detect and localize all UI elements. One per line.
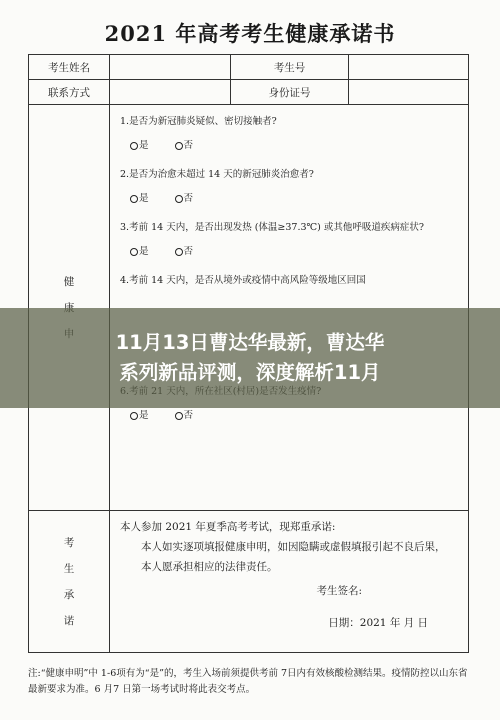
radio-yes-icon[interactable] <box>130 248 138 256</box>
signature-label: 考生签名: <box>316 585 362 597</box>
radio-yes-icon[interactable] <box>130 412 138 420</box>
radio-no-icon[interactable] <box>175 142 183 150</box>
radio-yes-icon[interactable] <box>130 195 138 203</box>
question-4: 4.考前 14 天内，是否从境外或疫情中高风险等级地区回国 <box>120 275 366 286</box>
radio-no-icon[interactable] <box>175 248 183 256</box>
name-label: 考生姓名 <box>29 55 110 80</box>
headline-line-1: 11月13日曹达华最新，曹达华 <box>115 331 385 354</box>
headline-overlay <box>0 308 500 408</box>
health-questions: 1.是否为新冠肺炎疑似、密切接触者? 是 否 2.是否为治愈未超过 14 天的新冠肺炎治愈者? 是 否 3.考前 14 天内，是否出现发热 (体温≥37.3℃) 或其他呼吸道疾病症状? 是 否 4.考前 14 天内，是否从境外或疫情中高风险等级地区回国 是 否 <box>110 105 469 511</box>
exam-number-label: 考生号 <box>231 55 349 80</box>
exam-number-value <box>349 55 469 80</box>
promise-line-2: 本人如实逐项填报健康申明，如因隐瞒或虚假填报引起不良后果， <box>141 541 446 553</box>
radio-yes-icon[interactable] <box>130 142 138 150</box>
candidate-promise-label: 考 生 承 诺 <box>29 511 110 653</box>
question-2: 2.是否为治愈未超过 14 天的新冠肺炎治愈者? <box>120 169 314 180</box>
radio-no-icon[interactable] <box>175 195 183 203</box>
question-1: 1.是否为新冠肺炎疑似、密切接触者? <box>120 116 277 127</box>
headline-line-2: 系列新品评测，深度解析11月 <box>119 361 381 384</box>
radio-no-icon[interactable] <box>175 412 183 420</box>
contact-label: 联系方式 <box>29 80 110 105</box>
name-value <box>110 55 231 80</box>
promise-line-1: 本人参加 2021 年夏季高考考试，现郑重承诺: <box>120 521 336 533</box>
id-number-label: 身份证号 <box>231 80 349 105</box>
promise-line-3: 本人愿承担相应的法律责任。 <box>141 561 278 573</box>
health-declaration-label: 健 <box>29 105 110 511</box>
document-title: 2021 年高考考生健康承诺书 <box>104 21 396 46</box>
promise-text <box>110 511 469 653</box>
footnote: 注:“健康申明”中 1-6项有为“是”的，考生入场前须提供考前 7日内有效核酸检测结果。疫情防控以山东省最新要求为准。6 月7 日第一场考试时将此表交考点。 <box>28 668 468 695</box>
date-label: 日期：2021 年 月 日 <box>328 617 428 629</box>
id-number-value <box>349 80 469 105</box>
contact-value <box>110 80 231 105</box>
question-3: 3.考前 14 天内，是否出现发热 (体温≥37.3℃) 或其他呼吸道疾病症状? <box>120 222 424 233</box>
